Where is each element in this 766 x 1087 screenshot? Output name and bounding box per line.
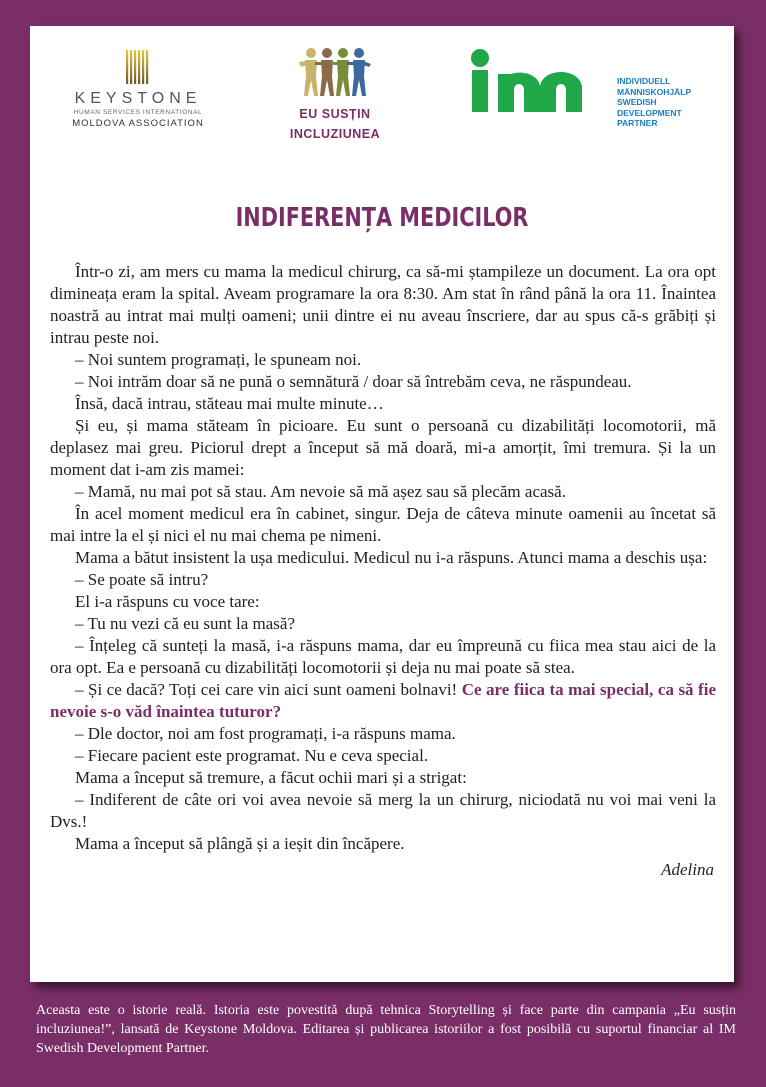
keystone-emblem-icon <box>124 48 152 86</box>
keystone-association: MOLDOVA ASSOCIATION <box>72 118 204 129</box>
story-paragraph: Și eu, și mama stăteam în picioare. Eu sunt o persoană cu dizabilități locomotorii, mă deplasez mai greu. Piciorul drept a început să mă doară, mi-a amorțit, îmi tremura. Și la un moment dat i-am zis mamei: <box>50 416 716 479</box>
story-title: INDIFERENȚA MEDICILOR <box>235 203 529 233</box>
story-paragraph: El i-a răspuns cu voce tare: <box>75 592 260 611</box>
story-paragraph: – Înțeleg că sunteți la masă, i-a răspuns mama, dar eu împreună cu fiica mea stau aici de la ora opt. Ea e persoană cu dizabilități locomotorii și deja nu mai poate să stea. <box>50 636 716 677</box>
im-logo <box>468 48 718 128</box>
story-paragraph: – Fiecare pacient este programat. Nu e ceva special. <box>75 746 429 765</box>
story-paragraph: – Indiferent de câte ori voi avea nevoie să merg la un chirurg, niciodată nu voi mai veni la Dvs.! <box>50 790 716 831</box>
campaign-footer-note: Aceasta este o istorie reală. Istoria este povestită după tehnica Storytelling și face parte din campania „Eu susțin incluziunea!”, lansată de Keystone Moldova. Editarea și publicarea istoriilor a fost posibilă cu suportul financiar al IM Swedish Development Partner. <box>36 1003 736 1056</box>
im-text-line1: INDIVIDUELL <box>617 76 671 86</box>
keystone-name: KEYSTONE <box>74 90 202 107</box>
im-logo-mark-icon <box>468 48 610 114</box>
story-paragraph: – Tu nu vezi că eu sunt la masă? <box>75 614 296 633</box>
story-author: Adelina <box>661 860 714 879</box>
eu-sustin-line1: EU SUSȚIN <box>299 107 371 121</box>
im-partner-text <box>617 76 691 129</box>
keystone-logo <box>64 48 212 130</box>
eu-sustin-line2: INCLUZIUNEA <box>289 127 381 141</box>
story-body <box>50 261 716 881</box>
story-paragraph: – Noi suntem programați, le spuneam noi. <box>75 350 362 369</box>
keystone-subtitle: HUMAN SERVICES INTERNATIONAL <box>73 109 203 116</box>
story-paragraph: Mama a început să tremure, a făcut ochii mari și a strigat: <box>75 768 467 787</box>
story-paragraph: – Se poate să intru? <box>75 570 209 589</box>
im-text-line2: MÄNNISKOHJÄLP <box>617 86 692 97</box>
story-paragraph: Într-o zi, am mers cu mama la medicul chirurg, ca să-mi ștampileze un document. La ora opt dimineața eram la spital. Aveam programare la ora 8:30. Am stat în rând până la ora 11. Înaintea noastră au intrat mai mulți oameni; unii dintre ei nu aveau înscriere, dar au spus că-s grăbiți și intrau peste noi. <box>50 262 716 347</box>
story-card <box>30 26 734 982</box>
eu-sustin-logo <box>280 46 390 144</box>
story-paragraph-highlighted <box>50 679 716 723</box>
story-paragraph: Mama a bătut insistent la ușa medicului. Medicul nu i-a răspuns. Atunci mama a deschis ușa: <box>75 548 708 567</box>
story-paragraph: – Mamă, nu mai pot să stau. Am nevoie să mă așez sau să plecăm acasă. <box>75 482 566 501</box>
story-text: – Și ce dacă? Toți cei care vin aici sunt oameni bolnavi! <box>75 680 462 699</box>
story-paragraph: Însă, dacă intrau, stăteau mai multe minute… <box>75 394 384 413</box>
story-paragraph: – Dle doctor, noi am fost programați, i-a răspuns mama. <box>75 724 456 743</box>
im-text-line3: SWEDISH <box>617 97 657 107</box>
people-holding-hands-icon <box>299 46 371 98</box>
im-text-line4: DEVELOPMENT <box>617 107 682 118</box>
story-paragraph: – Noi intrăm doar să ne pună o semnătură / doar să întrebăm ceva, ne răspundeau. <box>75 372 632 391</box>
highlighted-quote: Ce are fiica ta mai special, ca să fie nevoie s-o văd înaintea tuturor? <box>50 680 716 721</box>
im-text-line5: PARTNER <box>617 118 658 128</box>
story-paragraph: Mama a început să plângă și a ieșit din încăpere. <box>75 834 405 853</box>
story-paragraph: În acel moment medicul era în cabinet, singur. Deja de câteva minute oamenii au încetat să mai intre la el și nici el nu mai chema pe nimeni. <box>50 504 716 545</box>
